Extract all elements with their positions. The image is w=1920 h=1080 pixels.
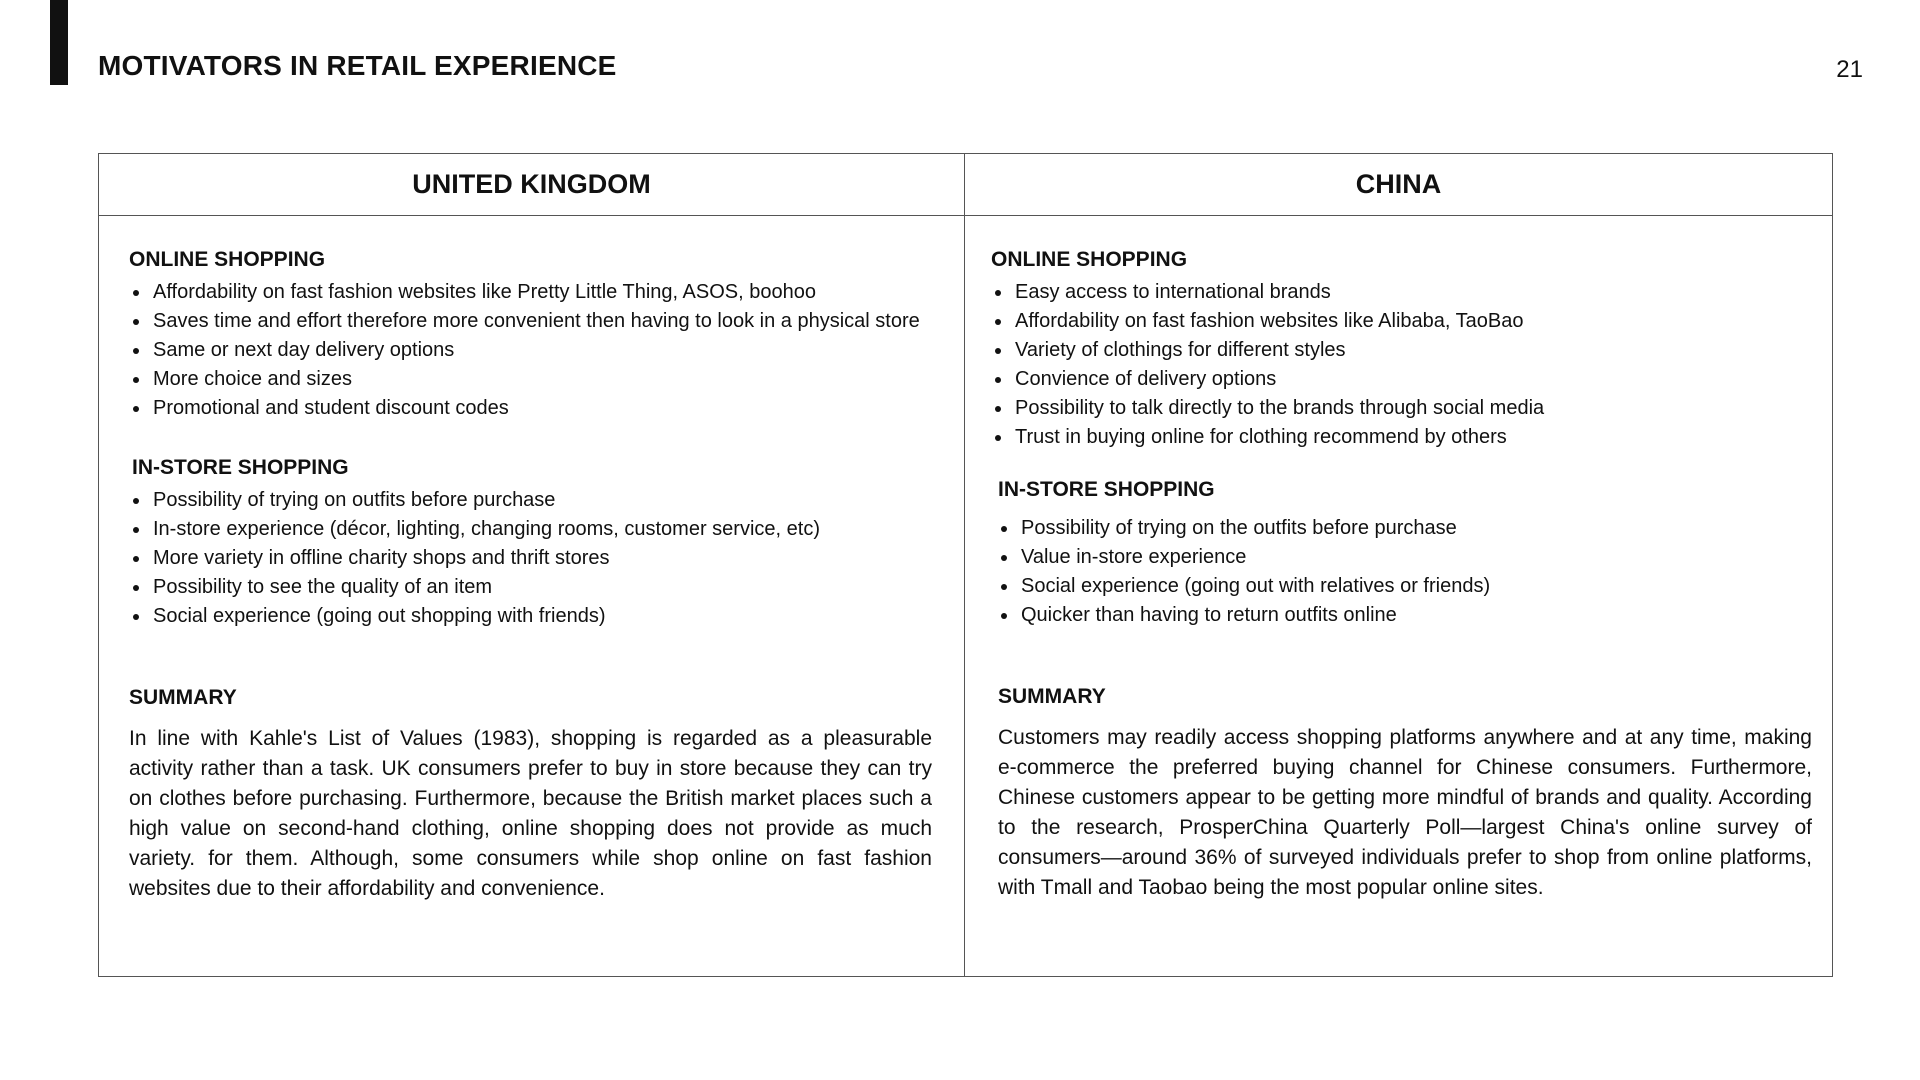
list-item: Easy access to international brands <box>991 278 1812 307</box>
uk-column-header: UNITED KINGDOM <box>99 154 965 216</box>
list-item: Affordability on fast fashion websites like Alibaba, TaoBao <box>991 307 1812 336</box>
uk-online-list <box>129 278 934 423</box>
list-item: Value in-store experience <box>997 543 1812 572</box>
title-accent-bar <box>50 0 68 85</box>
list-item: Possibility of trying on the outfits before purchase <box>997 514 1812 543</box>
list-item: More variety in offline charity shops and thrift stores <box>129 544 934 573</box>
list-item: Saves time and effort therefore more convenient then having to look in a physical store <box>129 307 934 336</box>
china-instore-list <box>997 514 1812 630</box>
china-instore-heading: IN-STORE SHOPPING <box>998 478 1215 501</box>
list-item: Possibility to see the quality of an item <box>129 573 934 602</box>
uk-column <box>99 216 965 976</box>
list-item: Promotional and student discount codes <box>129 394 934 423</box>
list-item: Social experience (going out shopping with friends) <box>129 602 934 631</box>
uk-summary-text: In line with Kahle's List of Values (1983), shopping is regarded as a pleasurable activity rather than a task. UK consumers prefer to buy in store because they can try on clothes before purchasing. Furthermore, because the British market places such a high value on second-hand clothing, online shopping does not provide as much variety. for them. Although, some consumers while shop online on fast fashion websites due to their affordability and convenience. <box>129 727 932 900</box>
uk-instore-heading: IN-STORE SHOPPING <box>132 456 349 479</box>
uk-online-heading: ONLINE SHOPPING <box>129 248 326 271</box>
china-column <box>965 216 1832 976</box>
list-item: Social experience (going out with relatives or friends) <box>997 572 1812 601</box>
list-item: Quicker than having to return outfits online <box>997 601 1812 630</box>
list-item: Possibility of trying on outfits before purchase <box>129 486 934 515</box>
list-item: Possibility to talk directly to the brands through social media <box>991 394 1812 423</box>
china-online-list <box>991 278 1812 452</box>
china-online-heading: ONLINE SHOPPING <box>991 248 1188 271</box>
uk-instore-list <box>129 486 934 631</box>
list-item: Trust in buying online for clothing recommend by others <box>991 423 1812 452</box>
comparison-table <box>98 153 1833 977</box>
list-item: More choice and sizes <box>129 365 934 394</box>
china-summary-heading: SUMMARY <box>998 685 1106 708</box>
page-number: 21 <box>1836 56 1863 83</box>
list-item: Convience of delivery options <box>991 365 1812 394</box>
list-item: In-store experience (décor, lighting, changing rooms, customer service, etc) <box>129 515 934 544</box>
list-item: Variety of clothings for different styles <box>991 336 1812 365</box>
list-item: Affordability on fast fashion websites like Pretty Little Thing, ASOS, boohoo <box>129 278 934 307</box>
china-summary-text: Customers may readily access shopping platforms anywhere and at any time, making e-commerce the preferred buying channel for Chinese consumers. Furthermore, Chinese customers appear to be getting more mindful of brands and quality. According to the research, ProsperChina Quarterly Poll—largest China's online survey of consumers—around 36% of surveyed individuals prefer to shop from online platforms, with Tmall and Taobao being the most popular online sites. <box>998 726 1812 899</box>
slide-title: MOTIVATORS IN RETAIL EXPERIENCE <box>98 50 617 81</box>
china-column-header: CHINA <box>965 154 1832 216</box>
uk-summary-heading: SUMMARY <box>129 686 237 709</box>
list-item: Same or next day delivery options <box>129 336 934 365</box>
